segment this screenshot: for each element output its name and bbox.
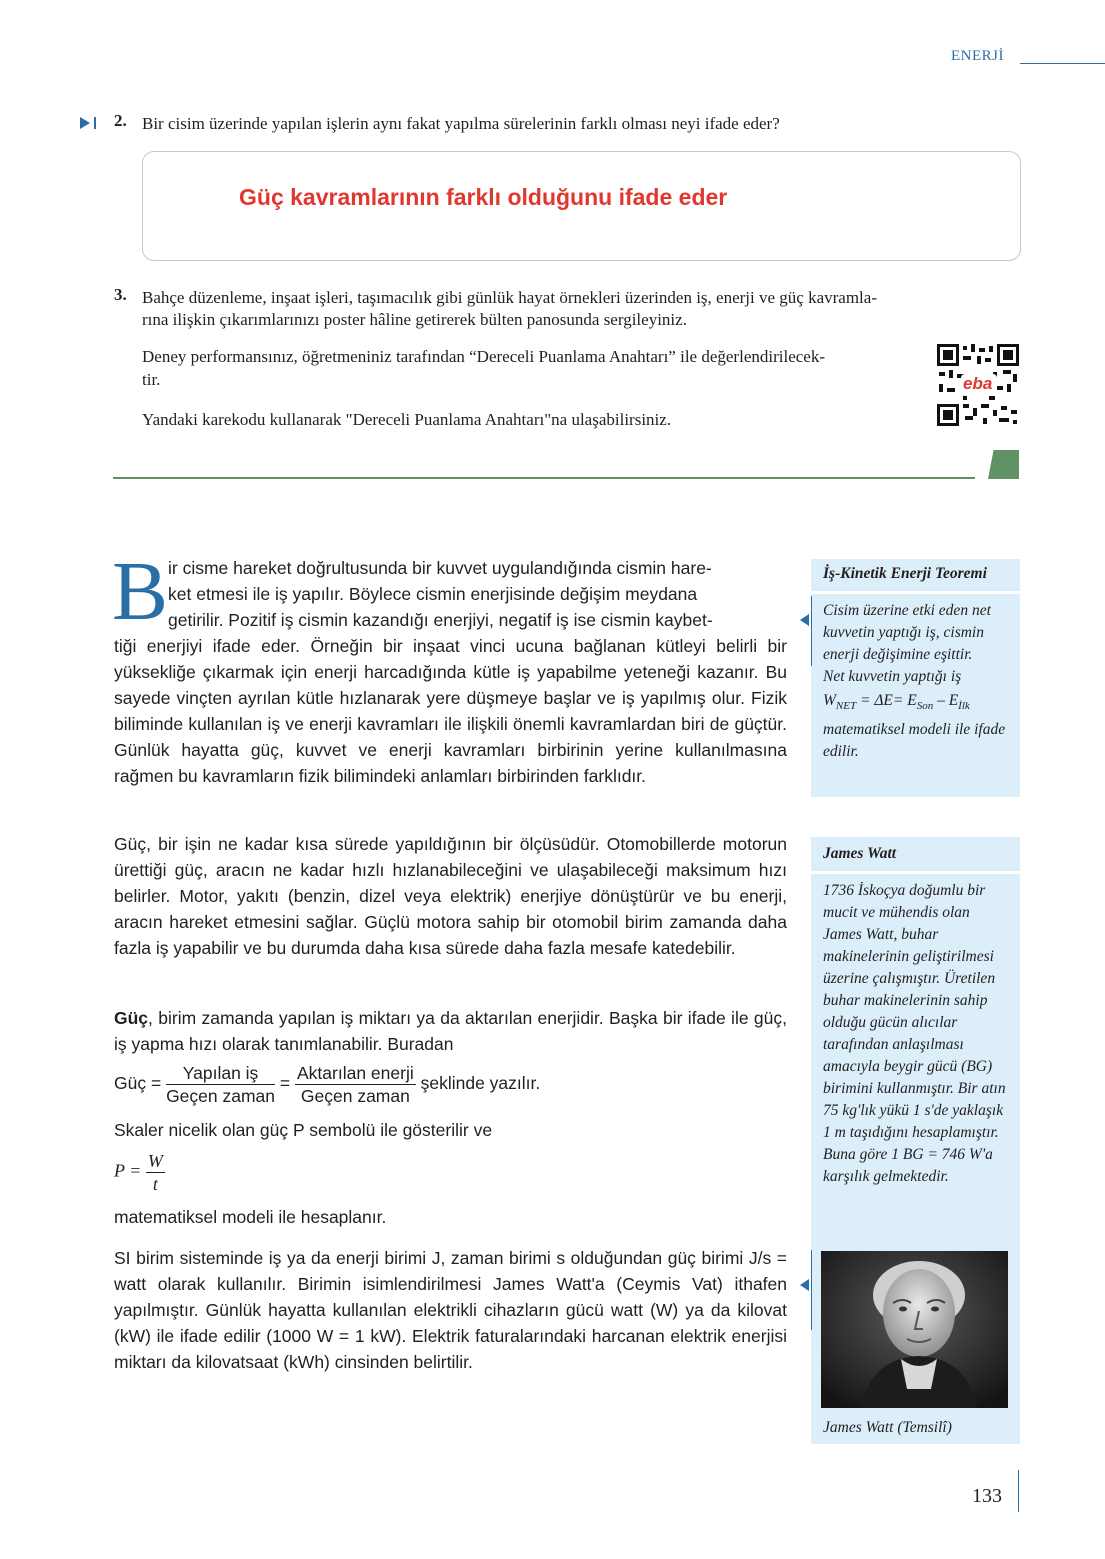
eq-ilk: İlk [958,700,970,713]
pointer-arrow-icon [800,614,809,626]
power-formula [114,1062,540,1107]
paragraph-5: matematiksel modeli ile hesaplanır. [114,1207,387,1227]
question-2-text: Bir cisim üzerinde yapılan işlerin aynı fakat yapılma sürelerinin farklı olması neyi ifade eder? [142,114,780,133]
question-3-number: 3. [114,285,127,304]
section-tab [988,450,1019,479]
evaluation-note-line-2: tir. [142,370,161,389]
formula-2-lhs: P = [114,1160,142,1181]
formula-equals: = [279,1073,291,1094]
answer-text: Güç kavramlarının farklı olduğunu ifade eder [239,184,728,210]
paragraph-1-rest: tiği enerjiyi ifade eder. Örneğin bir inşaat vinci ucuna bağlanan kütleyi belirli bir yüksekliğe çıkarmak için enerji harcadığında kütle iş yapabilme yeteneği kazanır. Bu sayede vinçten ayrılan kütle hızlanarak yere düşmeye başlar ve iş yapılmış olur. Fizik biliminde kullanılan iş ve enerji kavramları ile ilişkili önemli kavramlardan biri de güçtür. Günlük hayatta güç, kuvvet ve enerji kavramları birbirinin yerine kullanılmasına rağmen bu kavramların fizik bilimindeki anlamları birbirinden farklıdır. [114,636,787,786]
fraction-t: t [152,1174,158,1194]
fraction-2-numerator: Aktarılan enerji [297,1063,414,1083]
paragraph-2: Güç, bir işin ne kadar kısa sürede yapıldığının bir ölçüsüdür. Otomobillerde motorun ürettiği güç, aracın ne kadar hızlı hızlanabileceğini ve ulaşabileceği maksimum hızı belirler. Motor, yakıtı (benzin, dizel veya elektrik) enerjiye dönüştürür ve bu enerji, aracın hareket etmesini sağlar. Güçlü motora sahip bir otomobil birim zamanda daha fazla iş yapabilir ve bu durumda daha kısa sürede daha fazla mesafe katedebilir. [114,834,787,958]
pointer-line [811,596,812,666]
header-rule [1020,63,1105,64]
paragraph-3 [114,1005,787,1057]
section-divider [113,477,975,479]
sidebar-1-equation [811,688,1020,719]
evaluation-note-line-1: Deney performansınız, öğretmeniniz tarafından “Dereceli Puanlama Anahtarı” ile değerlendirilecek- [142,347,825,366]
formula-lhs: Güç = [114,1073,162,1094]
formula-suffix: şeklinde yazılır. [420,1073,541,1094]
play-marker-icon [80,116,100,130]
sidebar-2-text: 1736 İskoçya doğumlu bir mucit ve mühendis olan James Watt, buhar makinelerinin geliştirilmesi üzerine çalışmıştır. Üretilen buhar makinelerinin sahip olduğu gücün alıcılar tarafından anlaşılması amacıyla beygir gücü (BG) birimini kullanmıştır. Bir atın 75 kg'lık yükü 1 s'de yaklaşık 1 m taşıdığını hesaplamıştır. Buna göre 1 BG = 746 W'a karşılık gelmektedir. [823,882,1006,1185]
eq-son: Son [916,700,934,713]
paragraph-1-line-3: getirilir. Pozitif iş cismin kazandığı enerjiyi, negatif iş ise cismin kaybet- [168,610,713,630]
sidebar-1-text-2: Net kuvvetin yaptığı iş [823,668,962,685]
sidebar-1-text-3: matematiksel modeli ile ifade edilir. [823,721,1006,761]
question-3-line-1: Bahçe düzenleme, inşaat işleri, taşımacılık gibi günlük hayat örnekleri üzerinden iş, enerji ve güç kavramla- [142,288,877,307]
sidebar-work-energy-theorem [811,559,1020,797]
fraction-w-over-t [146,1150,165,1195]
pointer-arrow-icon [800,1279,809,1291]
page-number: 133 [972,1485,1002,1507]
paragraph-1-line-2: ket etmesi ile iş yapılır. Böylece cismin enerjisinde değişim meydana [168,584,698,604]
drop-cap: B [112,545,169,638]
eq-net: NET [835,700,857,713]
james-watt-portrait [821,1251,1008,1408]
power-term: Güç [114,1008,149,1028]
sidebar-1-text-1: Cisim üzerine etki eden net kuvvetin yaptığı iş, cismin enerji değişimine eşittir. [823,602,991,663]
paragraph-1-line-1: ir cisme hareket doğrultusunda bir kuvvet uygulandığında cismin hare- [168,558,712,578]
portrait-caption: James Watt (Temsilî) [823,1419,952,1436]
question-3-line-2: rına ilişkin çıkarımlarınızı poster hâline getirerek bülten panosunda sergileyiniz. [142,310,687,329]
paragraph-4: Skaler nicelik olan güç P sembolü ile gösterilir ve [114,1120,493,1140]
fraction-1-denominator: Geçen zaman [166,1086,276,1106]
eq-w: W [823,692,836,709]
qr-instruction: Yandaki karekodu kullanarak "Dereceli Puanlama Anahtarı"na ulaşabilirsiniz. [142,410,672,429]
eq-mid: = ΔE= E [856,692,917,709]
fraction-2-denominator: Geçen zaman [300,1086,410,1106]
question-2-number: 2. [114,111,127,130]
paragraph-6: SI birim sisteminde iş ya da enerji birimi J, zaman birimi s olduğundan güç birimi J/s = watt olarak kullanılır. Birimin isimlendirilmesi James Watt'a (Ceymis Vat) ithafen yapılmıştır. Günlük hayatta kullanılan elektrikli cihazların gücü watt (W) ya da kilovat (kW) ile ifade edilir (1000 W = 1 kW). Elektrik faturalarındaki harcanan elektrik enerjisi miktarı da kilovatsaat (kWh) cinsinden belirtilir. [114,1248,787,1372]
sidebar-2-title: James Watt [823,845,897,862]
page-number-rule [1018,1470,1019,1512]
fraction-w: W [147,1151,163,1171]
fraction-1-numerator: Yapılan iş [166,1062,275,1085]
sidebar-1-title: İş-Kinetik Enerji Teoremi [823,565,987,582]
pointer-line [811,1250,812,1330]
fraction-work-time [166,1062,275,1107]
eq-minus: – E [933,692,959,709]
eba-badge: eba [963,374,993,393]
paragraph-3-text: , birim zamanda yapılan iş miktarı ya da aktarılan enerjidir. Başka bir ifade ile güç, iş yapma hızı olarak tanımlanabilir. Buradan [114,1008,787,1054]
section-label: ENERJİ [951,48,1004,64]
power-symbol-formula [114,1150,165,1195]
fraction-energy-time [295,1062,416,1107]
